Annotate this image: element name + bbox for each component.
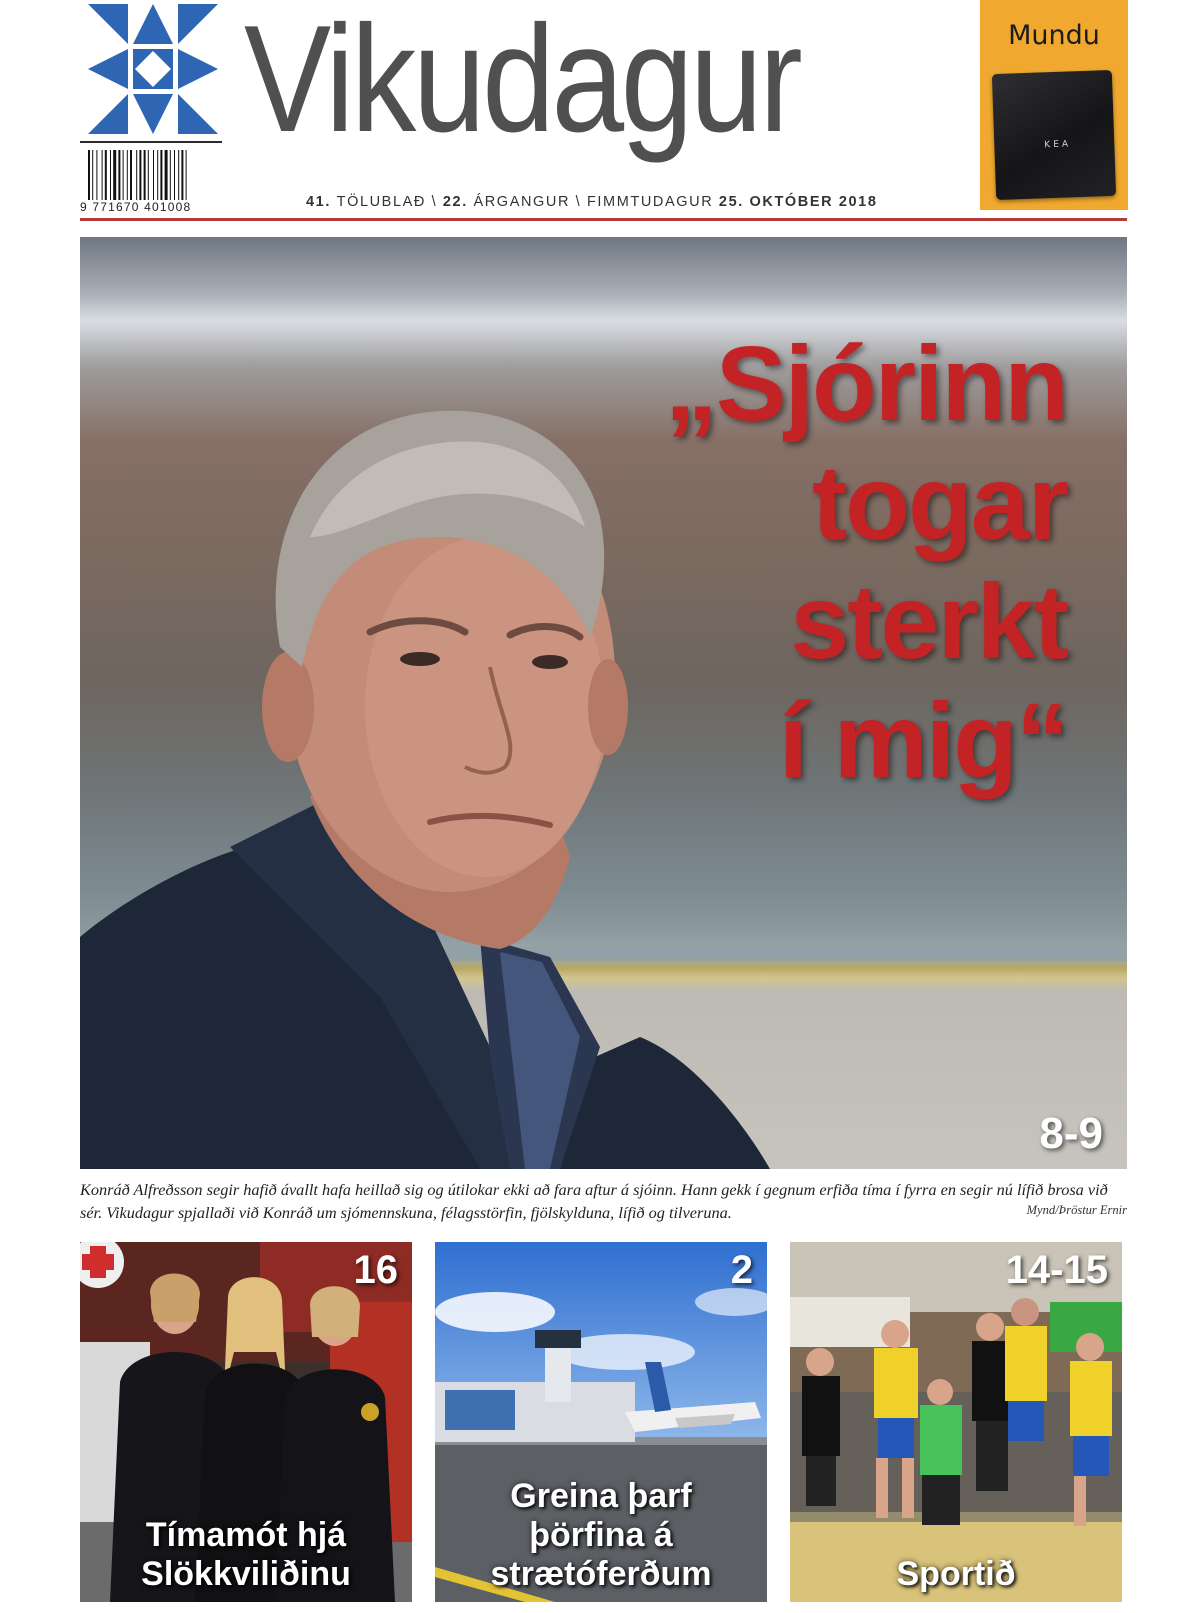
teaser-page-number: 14-15: [1005, 1248, 1108, 1292]
headline-line-2: togar: [812, 444, 1067, 562]
teaser-bus-trips[interactable]: [435, 1242, 767, 1602]
teaser-page-number: 16: [353, 1248, 398, 1292]
teaser-title-line: Sportið: [896, 1555, 1016, 1593]
teaser-title-line: Tímamót hjá: [145, 1516, 347, 1554]
cover-page-reference: 8-9: [1039, 1109, 1103, 1158]
photo-credit: Mynd/Þröstur Ernir: [1026, 1203, 1127, 1217]
issue-date: 25. OKTÓBER 2018: [718, 194, 878, 210]
barcode: [88, 150, 220, 200]
issue-number: 41.: [306, 194, 331, 210]
cover-headline: [507, 325, 1067, 801]
headline-line-1: „Sjórinn: [664, 325, 1067, 443]
teaser-title: [790, 1555, 1122, 1594]
masthead-title: Vikudagur: [244, 0, 800, 164]
ad-card-text: KEA: [1044, 139, 1072, 151]
star-logo-icon: [88, 4, 218, 134]
teaser-title-line: þörfina á: [529, 1516, 673, 1554]
issue-volume: 22.: [442, 194, 468, 210]
teaser-title-line: Greina þarf: [510, 1477, 692, 1515]
card-wallet-image: [992, 70, 1116, 200]
barcode-number: 9 771670 401008: [80, 200, 192, 214]
issue-number-label: TÖLUBLAÐ \: [336, 194, 438, 210]
headline-line-4: í mig“: [778, 682, 1067, 800]
cover-caption: Konráð Alfreðsson segir hafið ávallt hafa heillað sig og útilokar ekki að fara aftur á sjóinn. Hann gekk í gegnum erfiða tíma í fyrra en segir nú lífið brosa við sér. Vikudagur spjallaði við Konráð um sjómennskuna, félagsstörfin, fjölskylduna, lífið og tilveruna.: [80, 1180, 1108, 1222]
teaser-sports[interactable]: [790, 1242, 1122, 1602]
issue-volume-label: ÁRGANGUR \ FIMMTUDAGUR: [473, 194, 714, 210]
teaser-title: [80, 1516, 412, 1594]
teaser-title-line: Slökkviliðinu: [141, 1555, 351, 1593]
logo-divider: [80, 141, 222, 143]
masthead-divider: [80, 218, 1127, 221]
teaser-fire-department[interactable]: [80, 1242, 412, 1602]
cover-photo[interactable]: [80, 237, 1127, 1169]
teaser-page-number: 2: [730, 1248, 753, 1292]
ad-label: Mundu: [1008, 20, 1100, 51]
advertisement[interactable]: [980, 0, 1128, 210]
issue-line: [306, 194, 878, 210]
teaser-title-line: strætóferðum: [490, 1555, 712, 1593]
handball-photo: [790, 1242, 1122, 1602]
teaser-title: [435, 1477, 767, 1594]
headline-line-3: sterkt: [790, 563, 1067, 681]
